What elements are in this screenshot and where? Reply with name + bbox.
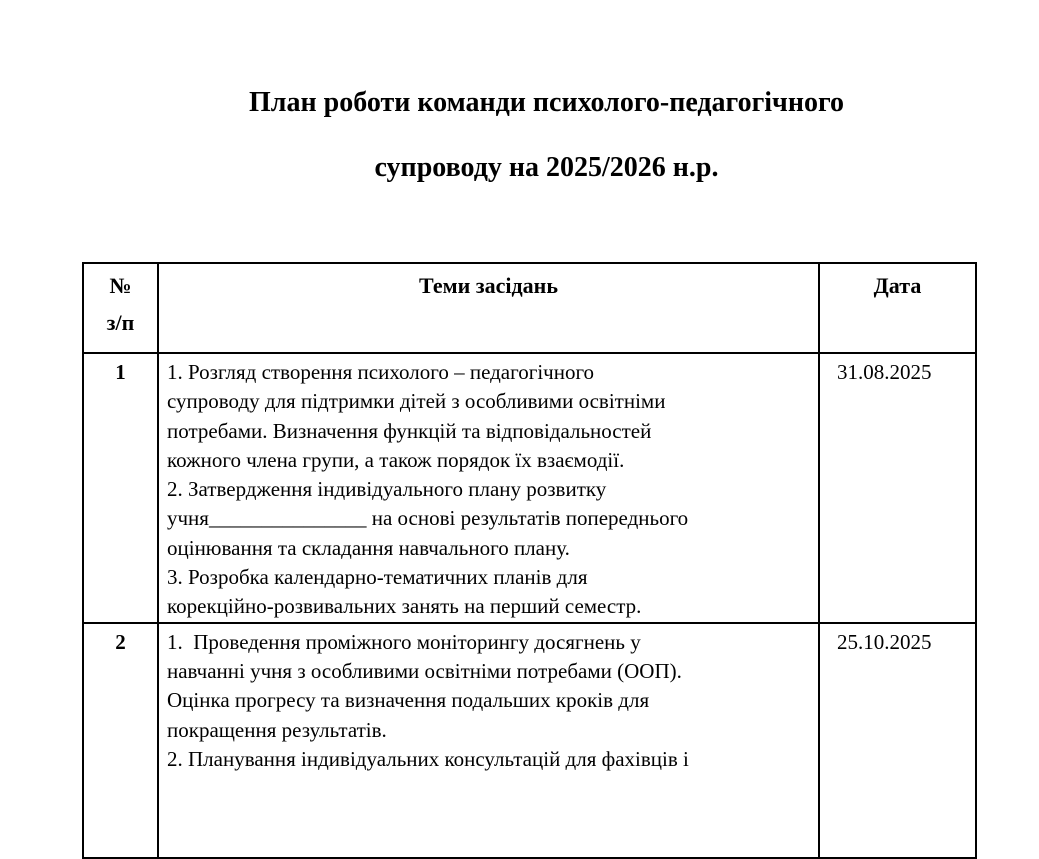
- row-date-cell: 25.10.2025: [819, 623, 976, 858]
- row-topics-cell: [158, 353, 819, 623]
- text-line: покращення результатів.: [167, 717, 387, 742]
- text-line: 2. Затвердження індивідуального плану розвитку: [167, 477, 607, 502]
- row-number-cell: 2: [83, 623, 158, 858]
- text-line: кожного члена групи, а також порядок їх взаємодії.: [167, 447, 625, 472]
- text-line: оцінювання та складання навчального плану.: [167, 535, 570, 560]
- row-number-cell: 1: [83, 353, 158, 623]
- table-header-row: [83, 263, 976, 353]
- text-line: корекційно-розвивальних занять на перший семестр.: [167, 594, 642, 619]
- table-row: [83, 623, 976, 858]
- text-line: 3. Розробка календарно-тематичних планів для: [167, 565, 588, 590]
- document-title: [100, 70, 993, 200]
- header-topics-column: Теми засідань: [158, 263, 819, 353]
- header-number-line2: з/п: [106, 310, 135, 335]
- row-topics-cell: [158, 623, 819, 858]
- header-number-column: [83, 263, 158, 353]
- header-date-column: Дата: [819, 263, 976, 353]
- document-title-line2: супроводу на 2025/2026 н.р.: [374, 152, 719, 183]
- text-line: 1. Проведення проміжного моніторингу досягнень у: [167, 629, 641, 654]
- document-title-line1: План роботи команди психолого-педагогічного: [249, 87, 844, 118]
- text-line: Оцінка прогресу та визначення подальших кроків для: [167, 688, 650, 713]
- row-date-cell: 31.08.2025: [819, 353, 976, 623]
- text-line: супроводу для підтримки дітей з особливими освітніми: [167, 389, 666, 414]
- text-line: 2. Планування індивідуальних консультацій для фахівців і: [167, 746, 689, 771]
- text-line: учня_______________ на основі результатів попереднього: [167, 506, 689, 531]
- table-row: [83, 353, 976, 623]
- header-number-line1: №: [109, 273, 132, 298]
- text-line: 1. Розгляд створення психолого – педагогічного: [167, 360, 595, 384]
- plan-table: [82, 262, 977, 859]
- text-line: потребами. Визначення функцій та відповідальностей: [167, 418, 652, 443]
- text-line: навчанні учня з особливими освітніми потребами (ООП).: [167, 658, 682, 683]
